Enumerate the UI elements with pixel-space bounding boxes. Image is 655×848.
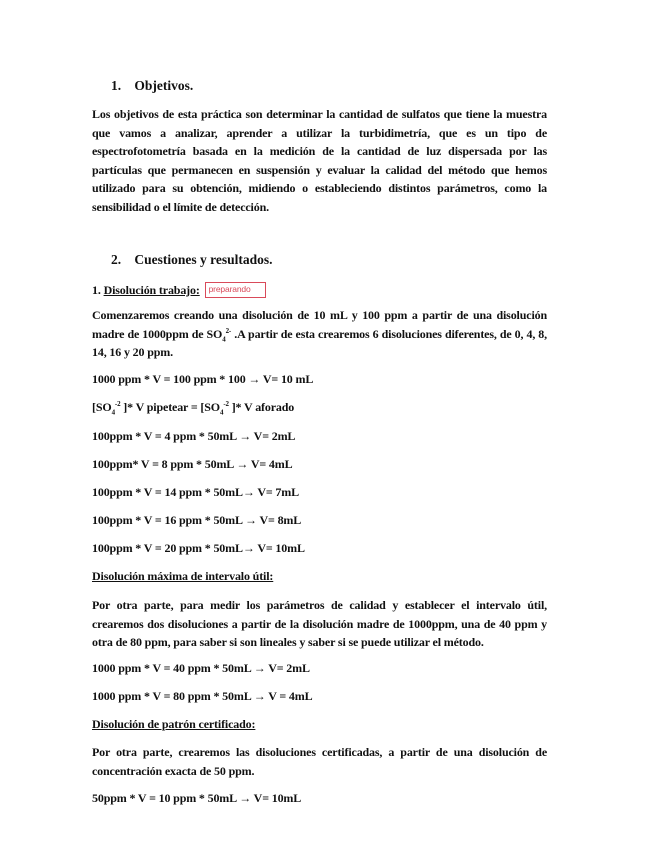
eq-part: [SO	[92, 400, 112, 414]
subscript: 4	[222, 334, 226, 343]
subscript: 4	[111, 408, 115, 417]
equation-stock: 1000 ppm * V = 100 ppm * 100 → V= 10 mL	[92, 372, 314, 386]
superscript: -2	[114, 400, 121, 408]
equation-line: 100ppm * V = 14 ppm * 50mL→ V= 7mL	[92, 485, 299, 499]
section-title: Cuestiones y resultados.	[134, 252, 273, 267]
section-number: 2.	[111, 252, 122, 267]
equation-line: 100ppm * V = 16 ppm * 50mL → V= 8mL	[92, 513, 302, 527]
objectives-paragraph: Los objetivos de esta práctica son determinar la cantidad de sulfatos que tiene la muestra que vamos a analizar, aprender a utilizar la turbidimetría, que es un tipo de espectrofotometría basada en la medición de la cantidad de luz dispersada por las partículas que permanecen en suspensión y evaluar la calidad del método que hemos utilizado para su obtención, midiendo o estableciendo distintos parámetros, como la sensibilidad o el límite de detección.	[92, 107, 547, 214]
section-title: Objetivos.	[134, 78, 194, 93]
section-number: 1.	[111, 78, 122, 93]
intro-paragraph	[92, 306, 547, 362]
equation-line: 100ppm * V = 4 ppm * 50mL → V= 2mL	[92, 429, 296, 443]
equation-line: 1000 ppm * V = 80 ppm * 50mL → V = 4mL	[92, 689, 313, 703]
intro-text-b: .A partir de esta crearemos 6 disoluciones diferentes, de 0, 4, 8, 14, 16 y 20 ppm.	[92, 326, 547, 359]
subsection-certified-title: Disolución de patrón certificado:	[92, 717, 256, 731]
certified-paragraph: Por otra parte, crearemos las disoluciones certificadas, a partir de una disolución de concentración exacta de 50 ppm.	[92, 745, 547, 778]
eq-part: ]* V aforado	[228, 400, 295, 414]
subsection-title: Disolución trabajo:	[103, 283, 200, 297]
intro-text-a: Comenzaremos creando una disolución de 10 mL y 100 ppm a partir de una disolución madre de 1000ppm de SO	[92, 308, 547, 341]
subscript: 4	[219, 408, 224, 417]
equation-line: 1000 ppm * V = 40 ppm * 50mL → V= 2mL	[92, 661, 310, 675]
item-prefix: 1.	[92, 283, 101, 297]
superscript: 2-	[225, 326, 232, 335]
subsection-working-solution	[92, 282, 266, 298]
superscript: -2	[223, 400, 229, 408]
equation-general	[92, 400, 294, 415]
subsection-max-interval-title: Disolución máxima de intervalo útil:	[92, 569, 274, 583]
eq-part: ]* V pipetear = [SO	[120, 400, 220, 414]
section-heading-objectives	[111, 78, 193, 94]
equation-line: 100ppm* V = 8 ppm * 50mL → V= 4mL	[92, 457, 293, 471]
max-interval-paragraph: Por otra parte, para medir los parámetros de calidad y establecer el intervalo útil, crearemos dos disoluciones a partir de la disolución madre de 1000ppm, una de 40 ppm y otra de 80 ppm, para saber si son lineales y saber si se puede utilizar el método.	[92, 598, 547, 649]
equation-line: 100ppm * V = 20 ppm * 50mL→ V= 10mL	[92, 541, 305, 555]
equation-line: 50ppm * V = 10 ppm * 50mL → V= 10mL	[92, 791, 302, 805]
section-heading-results	[111, 252, 273, 268]
annotation-tag[interactable]: preparando	[205, 282, 266, 298]
